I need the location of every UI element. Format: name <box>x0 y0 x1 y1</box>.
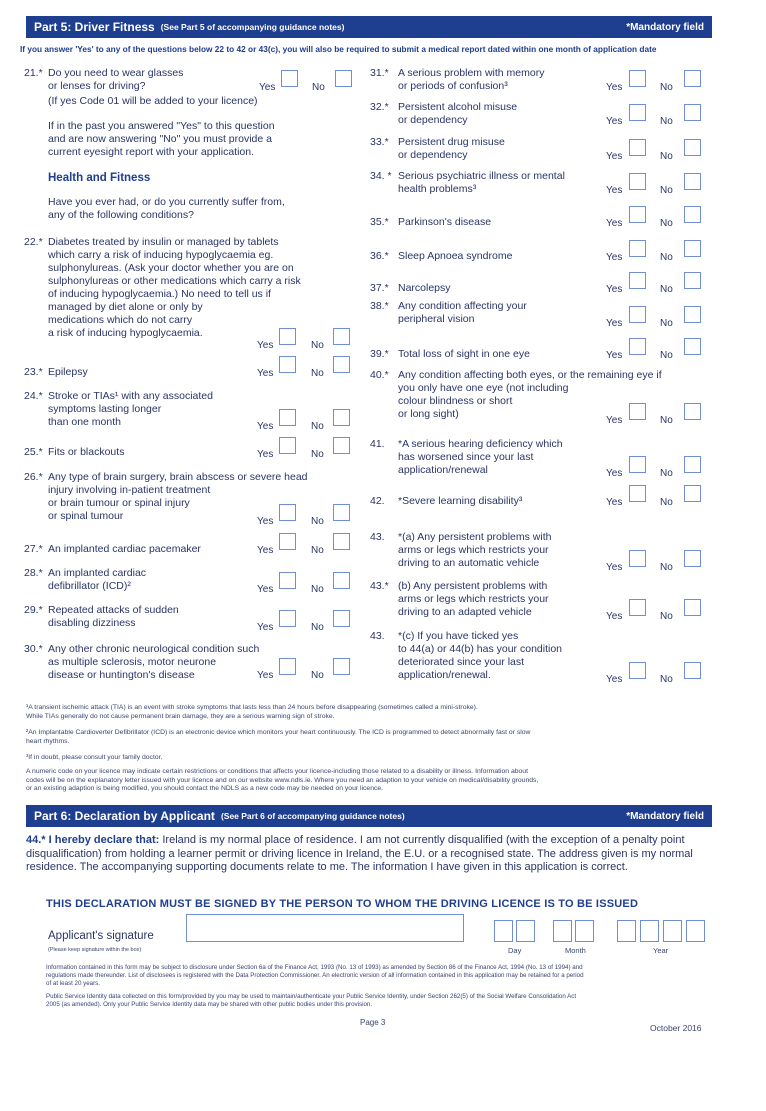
q21-no-checkbox[interactable] <box>335 70 352 87</box>
question-number: 21.* <box>24 67 43 79</box>
question-number: 27.* <box>24 543 43 555</box>
yes-label: Yes <box>257 670 274 681</box>
q33-no-checkbox[interactable] <box>684 139 701 156</box>
question-text: Persistent drug misuse or dependency <box>398 136 505 161</box>
question-22 <box>24 236 354 340</box>
no-label: No <box>660 284 673 295</box>
q30-no-checkbox[interactable] <box>333 658 350 675</box>
year-label: Year <box>653 946 669 955</box>
question-number: 31.* <box>370 67 389 79</box>
no-label: No <box>660 218 673 229</box>
question-number: 23.* <box>24 366 43 378</box>
q42-yes-checkbox[interactable] <box>629 485 646 502</box>
question-text: Any condition affecting your peripheral vision <box>398 300 527 325</box>
yes-label: Yes <box>606 350 623 361</box>
question-37 <box>370 282 451 295</box>
q41-no-checkbox[interactable] <box>684 456 701 473</box>
question-43c <box>370 630 562 682</box>
part5-header <box>26 16 712 38</box>
no-label: No <box>660 185 673 196</box>
yes-label: Yes <box>606 674 623 685</box>
question-text: Diabetes treated by insulin or managed by tablets which carry a risk of inducing hypoglycaemia eg. sulphonylureas. (Ask your doctor whether you are on sulphonylureas or other medications which carry a risk of inducing hypoglycaemia.) No need to tell us if managed by diet alone or only by medications which do not carry a risk of inducing hypoglycaemia. <box>48 236 301 339</box>
no-label: No <box>660 252 673 263</box>
signature-sublabel: (Please keep signature within the box) <box>48 947 142 953</box>
question-text: Do you need to wear glasses or lenses for driving? <box>48 67 184 92</box>
q26-yes-checkbox[interactable] <box>279 504 296 521</box>
question-number: 29.* <box>24 604 43 616</box>
month-label: Month <box>565 946 586 955</box>
yes-label: Yes <box>606 284 623 295</box>
q41-yes-checkbox[interactable] <box>629 456 646 473</box>
question-43a <box>370 531 551 570</box>
question-text: *Severe learning disability³ <box>398 495 523 507</box>
question-number: 43. <box>370 531 385 543</box>
q28-no-checkbox[interactable] <box>333 572 350 589</box>
no-label: No <box>311 584 324 595</box>
yes-label: Yes <box>257 340 274 351</box>
question-34 <box>370 170 565 196</box>
q39-no-checkbox[interactable] <box>684 338 701 355</box>
q37-no-checkbox[interactable] <box>684 272 701 289</box>
month-digit-2[interactable] <box>575 920 594 942</box>
question-25 <box>24 446 124 459</box>
question-text: A serious problem with memory or periods of confusion³ <box>398 67 545 92</box>
q44-lead: I hereby declare that: <box>48 834 160 846</box>
part5-intro: If you answer 'Yes' to any of the questions below 22 to 42 or 43(c), you will also be required to submit a medical report dated within one month of application date <box>20 44 657 54</box>
question-number: 43. <box>370 630 385 642</box>
q43c-no-checkbox[interactable] <box>684 662 701 679</box>
q21-paragraph: If in the past you answered "Yes" to this question and are now answering "No" you must provide a current eyesight report with your application. <box>48 120 275 158</box>
q21-yes-checkbox[interactable] <box>281 70 298 87</box>
question-42 <box>370 495 522 508</box>
q23-no-checkbox[interactable] <box>333 356 350 373</box>
question-number: 35.* <box>370 216 389 228</box>
no-label: No <box>660 611 673 622</box>
question-number: 33.* <box>370 136 389 148</box>
no-label: No <box>311 449 324 460</box>
question-number: 22.* <box>24 236 43 248</box>
q26-no-checkbox[interactable] <box>333 504 350 521</box>
question-number: 38.* <box>370 300 389 312</box>
question-text: An implanted cardiac pacemaker <box>48 543 201 555</box>
q28-yes-checkbox[interactable] <box>279 572 296 589</box>
health-heading: Health and Fitness <box>48 172 151 184</box>
q35-yes-checkbox[interactable] <box>629 206 646 223</box>
footnote-codes: A numeric code on your licence may indicate certain restrictions or conditions that affects your licence-including those related to a disability or illness. Information about codes will be on the explanatory letter issued with your licence and on our website www.ndls.ie. Where you need an adaption to your vehicle on medical/disability grounds, or an existing adaption is being modified, you should contact the NDLS as a new code may be needed on your licence. <box>26 768 539 792</box>
q38-no-checkbox[interactable] <box>684 306 701 323</box>
q44-number: 44.* <box>26 834 46 846</box>
no-label: No <box>311 670 324 681</box>
question-text: (b) Any persistent problems with arms or legs which restricts your driving to an adapted vehicle <box>398 580 549 618</box>
mandatory-note: *Mandatory field <box>626 21 704 33</box>
yes-label: Yes <box>257 516 274 527</box>
q30-yes-checkbox[interactable] <box>279 658 296 675</box>
question-number: 41. <box>370 438 385 450</box>
q43a-no-checkbox[interactable] <box>684 550 701 567</box>
part6-header <box>26 805 712 827</box>
q35-no-checkbox[interactable] <box>684 206 701 223</box>
yes-label: Yes <box>606 611 623 622</box>
q36-no-checkbox[interactable] <box>684 240 701 257</box>
question-number: 28.* <box>24 567 43 579</box>
question-number: 40.* <box>370 369 389 381</box>
year-digit-4[interactable] <box>686 920 705 942</box>
question-text: An implanted cardiac defibrillator (ICD)² <box>48 567 147 592</box>
declaration-text <box>26 834 712 875</box>
no-label: No <box>311 421 324 432</box>
yes-label: Yes <box>606 116 623 127</box>
yes-label: Yes <box>606 218 623 229</box>
q29-yes-checkbox[interactable] <box>279 610 296 627</box>
yes-label: Yes <box>257 584 274 595</box>
question-text: Serious psychiatric illness or mental health problems³ <box>398 170 565 195</box>
q27-no-checkbox[interactable] <box>333 533 350 550</box>
health-paragraph: Have you ever had, or do you currently suffer from, any of the following conditions? <box>48 196 285 221</box>
footnote-doctor: ³If in doubt, please consult your family doctor. <box>26 754 163 761</box>
year-digit-2[interactable] <box>640 920 659 942</box>
question-number: 26.* <box>24 471 43 483</box>
question-text: Any condition affecting both eyes, or the remaining eye if you only have one eye (not including colour blindness or short or long sight) <box>398 369 662 420</box>
q39-yes-checkbox[interactable] <box>629 338 646 355</box>
question-number: 24.* <box>24 390 43 402</box>
question-43b <box>370 580 549 619</box>
q43b-no-checkbox[interactable] <box>684 599 701 616</box>
q38-yes-checkbox[interactable] <box>629 306 646 323</box>
question-29 <box>24 604 179 630</box>
document-date: October 2016 <box>650 1023 702 1033</box>
signature-heading: THIS DECLARATION MUST BE SIGNED BY THE PERSON TO WHOM THE DRIVING LICENCE IS TO BE ISSUED <box>46 898 639 910</box>
question-27 <box>24 543 201 556</box>
day-label: Day <box>508 946 522 955</box>
question-31 <box>370 67 544 93</box>
day-digit-1[interactable] <box>494 920 513 942</box>
q33-yes-checkbox[interactable] <box>629 139 646 156</box>
question-36 <box>370 250 512 263</box>
legal-disclosure: Information contained in this form may be subject to disclosure under Section 6a of the Finance Act, 1993 (No. 13 of 1993) as amended by Section 86 of the Finance Act, 1994 (No. 13 of 1994) and regulations made thereunder. List of disclosees is registered with the Data Protection Commissioner. An electronic version of all information contained in this application may be retained for a period of at least 20 years. <box>46 964 584 987</box>
yes-label: Yes <box>257 622 274 633</box>
year-digit-1[interactable] <box>617 920 636 942</box>
footnote-tia: ¹A transient ischemic attack (TIA) is an event with stroke symptoms that lasts less than 24 hours before disappearing (sometimes called a mini-stroke). While TIAs generally do not cause permanent brain damage, they are a serious warning sign of stroke. <box>26 704 478 720</box>
part5-subtitle: (See Part 5 of accompanying guidance notes) <box>160 22 345 32</box>
legal-identity: Public Service Identity data collected on this form/provided by you may be used to maintain/authenticate your Public Service Identity, under Section 262(5) of the Social Welfare Consolidation Act 2005 (as amended). Only your Public Service Identity data may be shared with other public bodies under this provision. <box>46 993 577 1008</box>
question-text: Total loss of sight in one eye <box>398 348 530 360</box>
question-24 <box>24 390 213 429</box>
part6-title: Part 6: Declaration by Applicant <box>34 809 215 823</box>
no-label: No <box>311 368 324 379</box>
question-text: Fits or blackouts <box>48 446 125 458</box>
no-label: No <box>312 82 325 93</box>
no-label: No <box>660 562 673 573</box>
yes-label: Yes <box>257 421 274 432</box>
q22-yes-checkbox[interactable] <box>279 328 296 345</box>
question-text: Stroke or TIAs¹ with any associated symptoms lasting longer than one month <box>48 390 213 428</box>
question-number: 43.* <box>370 580 389 592</box>
yes-label: Yes <box>606 497 623 508</box>
question-text: Epilepsy <box>48 366 88 378</box>
no-label: No <box>660 674 673 685</box>
question-text: Narcolepsy <box>398 282 451 294</box>
question-text: *A serious hearing deficiency which has worsened since your last application/renewal <box>398 438 563 476</box>
question-41 <box>370 438 563 477</box>
q43c-yes-checkbox[interactable] <box>629 662 646 679</box>
q34-yes-checkbox[interactable] <box>629 173 646 190</box>
yes-label: Yes <box>257 449 274 460</box>
no-label: No <box>660 468 673 479</box>
q32-no-checkbox[interactable] <box>684 104 701 121</box>
no-label: No <box>660 116 673 127</box>
question-number: 25.* <box>24 446 43 458</box>
yes-label: Yes <box>606 468 623 479</box>
yes-label: Yes <box>606 252 623 263</box>
signature-label: Applicant's signature <box>48 930 154 942</box>
no-label: No <box>311 545 324 556</box>
question-text: Any type of brain surgery, brain abscess or severe head injury involving in-patient treatment or brain tumour or spinal injury or spinal tumour <box>48 471 308 522</box>
question-40 <box>370 369 662 421</box>
q22-no-checkbox[interactable] <box>333 328 350 345</box>
yes-label: Yes <box>606 415 623 426</box>
yes-label: Yes <box>259 82 276 93</box>
no-label: No <box>311 516 324 527</box>
q43b-yes-checkbox[interactable] <box>629 599 646 616</box>
yes-label: Yes <box>606 151 623 162</box>
question-text: Parkinson's disease <box>398 216 492 228</box>
year-digit-3[interactable] <box>663 920 682 942</box>
footnote-icd: ²An Implantable Cardioverter Defibrillator (ICD) is an electronic device which monitors your heart continuously. The ICD is programmed to detect abnormally fast or slow heart rhythms. <box>26 729 531 745</box>
question-number: 30.* <box>24 643 43 655</box>
q32-yes-checkbox[interactable] <box>629 104 646 121</box>
q24-yes-checkbox[interactable] <box>279 409 296 426</box>
question-number: 34. * <box>370 170 392 182</box>
no-label: No <box>660 151 673 162</box>
yes-label: Yes <box>606 318 623 329</box>
yes-label: Yes <box>606 185 623 196</box>
q31-yes-checkbox[interactable] <box>629 70 646 87</box>
yes-label: Yes <box>606 562 623 573</box>
question-text: Any other chronic neurological condition such as multiple sclerosis, motor neurone disease or huntington's disease <box>48 643 260 681</box>
question-32 <box>370 101 517 127</box>
page-number: Page 3 <box>360 1018 386 1027</box>
yes-label: Yes <box>257 545 274 556</box>
month-digit-1[interactable] <box>553 920 572 942</box>
question-text: Sleep Apnoea syndrome <box>398 250 513 262</box>
q43a-yes-checkbox[interactable] <box>629 550 646 567</box>
q36-yes-checkbox[interactable] <box>629 240 646 257</box>
question-23 <box>24 366 88 379</box>
question-38 <box>370 300 527 326</box>
question-number: 32.* <box>370 101 389 113</box>
question-number: 42. <box>370 495 385 507</box>
question-text: Persistent alcohol misuse or dependency <box>398 101 518 126</box>
mandatory-note: *Mandatory field <box>626 810 704 822</box>
question-number: 39.* <box>370 348 389 360</box>
day-digit-2[interactable] <box>516 920 535 942</box>
question-text: *(c) If you have ticked yes to 44(a) or 44(b) has your condition deteriorated since your last application/renewal. <box>398 630 563 681</box>
yes-label: Yes <box>257 368 274 379</box>
question-28 <box>24 567 146 593</box>
no-label: No <box>311 622 324 633</box>
question-30 <box>24 643 259 682</box>
q34-no-checkbox[interactable] <box>684 173 701 190</box>
no-label: No <box>660 318 673 329</box>
part5-title: Part 5: Driver Fitness <box>34 20 155 34</box>
no-label: No <box>660 497 673 508</box>
q40-yes-checkbox[interactable] <box>629 403 646 420</box>
no-label: No <box>660 350 673 361</box>
no-label: No <box>660 415 673 426</box>
question-number: 36.* <box>370 250 389 262</box>
no-label: No <box>311 340 324 351</box>
signature-box[interactable] <box>186 914 464 942</box>
no-label: No <box>660 82 673 93</box>
q21-note: (If yes Code 01 will be added to your licence) <box>48 95 258 107</box>
question-35 <box>370 216 491 229</box>
q37-yes-checkbox[interactable] <box>629 272 646 289</box>
q31-no-checkbox[interactable] <box>684 70 701 87</box>
question-33 <box>370 136 505 162</box>
q29-no-checkbox[interactable] <box>333 610 350 627</box>
q27-yes-checkbox[interactable] <box>279 533 296 550</box>
q40-no-checkbox[interactable] <box>684 403 701 420</box>
q24-no-checkbox[interactable] <box>333 409 350 426</box>
yes-label: Yes <box>606 82 623 93</box>
q25-yes-checkbox[interactable] <box>279 437 296 454</box>
question-text: *(a) Any persistent problems with arms or legs which restricts your driving to an automatic vehicle <box>398 531 552 569</box>
q44-body: Ireland is my normal place of residence. I am not currently disqualified (with the exception of a penalty point disqualification) from holding a learner permit or driving licence in Ireland, the E.U. or a recognised state. The address given is my normal residence. The accompanying supporting documents relate to me. The information I have given in this application is correct. <box>26 834 693 873</box>
part6-subtitle: (See Part 6 of accompanying guidance notes) <box>220 811 405 821</box>
q23-yes-checkbox[interactable] <box>279 356 296 373</box>
q25-no-checkbox[interactable] <box>333 437 350 454</box>
question-number: 37.* <box>370 282 389 294</box>
q42-no-checkbox[interactable] <box>684 485 701 502</box>
question-text: Repeated attacks of sudden disabling dizziness <box>48 604 179 629</box>
question-39 <box>370 348 530 361</box>
